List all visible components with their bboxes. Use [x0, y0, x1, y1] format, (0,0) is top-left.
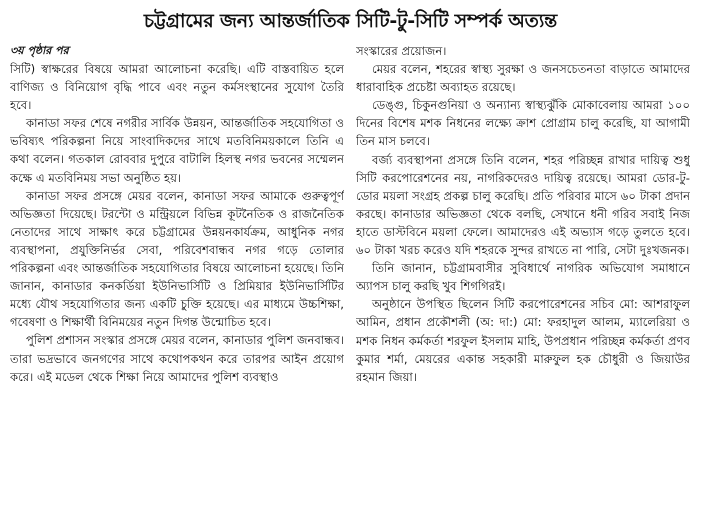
- paragraph: সিটি) স্বাক্ষরের বিষয়ে আমরা আলোচনা করেছি। এটি বাস্তবায়িত হলে বাণিজ্য ও বিনিয়োগ বৃদ্ধি পাবে এবং নতুন কর্মসংস্থানের সুযোগ তৈরি হবে।: [10, 62, 344, 113]
- right-column: [356, 42, 690, 512]
- paragraph: ডেঙ্গু, চিকুনগুনিয়া ও অন্যান্য স্বাস্থ্যঝুঁকি মোকাবেলায় আমরা ১০০ দিনের বিশেষ মশক নিধনের লক্ষ্যে ক্রাশ প্রোগ্রাম চালু করেছি, যা আগামী তিন মাস চলবে।: [356, 98, 690, 149]
- paragraph: তিনি জানান, চট্টগ্রামবাসীর সুবিধার্থে নাগরিক অভিযোগ সমাধানে অ্যাপস চালু করছি খুব শিগগিরই।: [356, 261, 690, 294]
- paragraph: পুলিশ প্রশাসন সংস্কার প্রসঙ্গে মেয়র বলেন, কানাডার পুলিশ জনবান্ধব। তারা ভদ্রভাবে জনগণের সাথে কথোপকথন করে তারপর আইন প্রয়োগ করে। এই মডেল থেকে শিক্ষা নিয়ে আমাদের পুলিশ ব্যবস্থাও: [10, 333, 344, 384]
- paragraph: মেয়র বলেন, শহরের স্বাস্থ্য সুরক্ষা ও জনসচেতনতা বাড়াতে আমাদের ধারাবাহিক প্রচেষ্টা অব্যাহত রয়েছে।: [356, 62, 690, 95]
- paragraph: সংস্কারের প্রয়োজন।: [356, 44, 447, 58]
- left-column: [10, 42, 344, 512]
- paragraph: কানাডা সফর শেষে নগরীর সার্বিক উন্নয়ন, আন্তর্জাতিক সহযোগিতা ও ভবিষ্যৎ পরিকল্পনা নিয়ে সাংবাদিকদের সাথে মতবিনিময়কালে তিনি এ কথা বলেন। গতকাল রোববার দুপুরে বাটালি হিলস্থ নগর ভবনের সম্মেলন কক্ষে এ মতবিনিময় সভা অনুষ্ঠিত হয়।: [10, 116, 344, 185]
- paragraph: অনুষ্ঠানে উপস্থিত ছিলেন সিটি করপোরেশনের সচিব মো: আশরাফুল আমিন, প্রধান প্রকৌশলী (অ: দা:) মো: ফরহাদুল আলম, ম্যালেরিয়া ও মশক নিধন কর্মকর্তা শরফুল ইসলাম মাহি, উপপ্রধান পরিচ্ছন্ন কর্মকর্তা প্রণব কুমার শর্মা, মেয়রের একান্ত সহকারী মারুফুল হক চৌধুরী ও জিয়াউর রহমান জিয়া।: [356, 297, 690, 384]
- article-body: [10, 42, 691, 512]
- paragraph: কানাডা সফর প্রসঙ্গে মেয়র বলেন, কানাডা সফর আমাকে গুরুত্বপূর্ণ অভিজ্ঞতা দিয়েছে। টরন্টো ও মন্ট্রিয়লে বিভিন্ন কূটনৈতিক ও রাজনৈতিক নেতাদের সাথে সাক্ষাৎ করে চট্টগ্রামের উন্নয়নকার্যক্রম, আধুনিক নগর ব্যবস্থাপনা, প্রযুক্তিনির্ভর সেবা, পরিবেশবান্ধব নগর গড়ে তোলার পরিকল্পনা এবং আন্তর্জাতিক সহযোগিতার বিষয়ে আলোচনা হয়েছে। তিনি জানান, কানাডার কনকর্ডিয়া ইউনিভার্সিটি ও প্রিমিয়ার ইউনিভার্সিটির মধ্যে যৌথ সহযোগিতার জন্য একটি চুক্তি হয়েছে। এর মাধ্যমে উচ্চশিক্ষা, গবেষণা ও শিক্ষার্থী বিনিময়ের নতুন দিগন্ত উন্মোচিত হবে।: [10, 188, 344, 330]
- continued-from-label: ৩য় পৃষ্ঠার পর: [10, 44, 69, 57]
- paragraph: বর্জ্য ব্যবস্থাপনা প্রসঙ্গে তিনি বলেন, শহর পরিচ্ছন্ন রাখার দায়িত্ব শুধু সিটি করপোরেশনের নয়, নাগরিকদেরও দায়িত্ব রয়েছে। আমরা ডোর-টু-ডোর ময়লা সংগ্রহ প্রকল্প চালু করেছি। প্রতি পরিবার মাসে ৬০ টাকা প্রদান করছে। কানাডার অভিজ্ঞতা থেকে বলছি, সেখানে ধনী গরিব সবাই নিজ হাতে ডাস্টবিনে ময়লা ফেলে। আমাদেরও এই অভ্যাস গড়ে তুলতে হবে। ৬০ টাকা খরচ করেও যদি শহরকে সুন্দর রাখতে না পারি, সেটা দুঃখজনক।: [356, 152, 690, 258]
- headline: চট্টগ্রামের জন্য আন্তর্জাতিক সিটি-টু-সিটি সম্পর্ক অত্যন্ত: [143, 10, 558, 32]
